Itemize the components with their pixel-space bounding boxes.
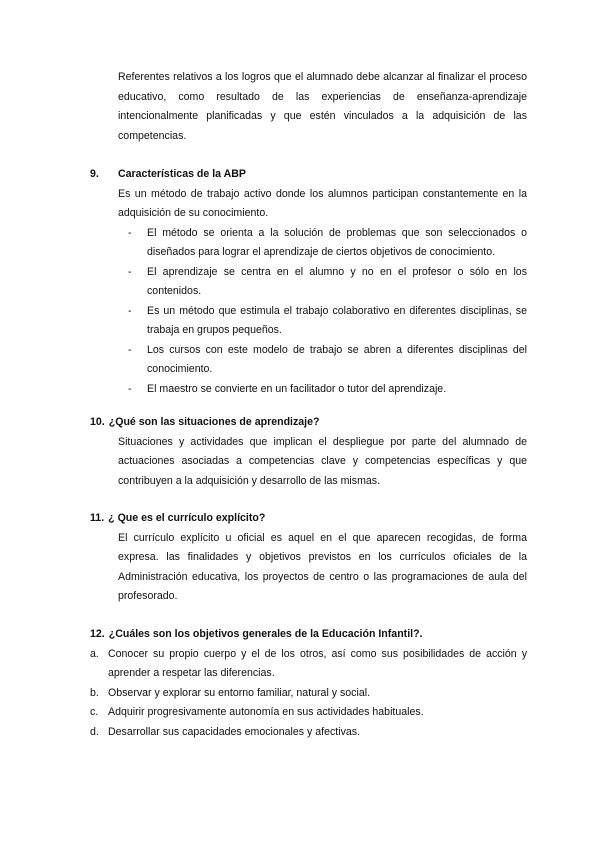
- section-9: [90, 165, 527, 399]
- list-item-text: Observar y explorar su entorno familiar, natural y social.: [108, 686, 371, 699]
- section-9-number: 9.: [90, 168, 99, 180]
- section-10-title: ¿Qué son las situaciones de aprendizaje?: [108, 416, 320, 428]
- section-11-number: 11.: [90, 512, 105, 524]
- section-9-heading: [90, 165, 527, 185]
- section-12-heading: [90, 625, 527, 645]
- section-9-paragraph: Es un método de trabajo activo donde los alumnos participan constantemente en la adquisición de su conocimiento.: [118, 187, 527, 219]
- section-9-title: Características de la ABP: [118, 168, 246, 180]
- section-10-paragraph: Situaciones y actividades que implican el despliegue por parte del alumnado de actuaciones asociadas a competencias clave y competencias específicas y que contribuyen a la adquisición y desarrollo de las mismas.: [118, 435, 527, 487]
- intro-section: [90, 68, 527, 146]
- section-11-title: ¿ Que es el currículo explícito?: [108, 512, 266, 524]
- list-item-marker: c.: [90, 706, 99, 718]
- list-item: - El aprendizaje se centra en el alumno y no en el profesor o sólo en los contenidos.: [128, 263, 527, 302]
- section-12: [90, 625, 527, 742]
- list-item: [90, 703, 527, 723]
- list-item-marker: b.: [90, 686, 99, 699]
- section-10: [90, 413, 527, 491]
- list-item: - El maestro se convierte en un facilitador o tutor del aprendizaje.: [128, 380, 527, 400]
- section-11-paragraph: El currículo explícito u oficial es aquel en el que aparecen recogidas, de forma expresa. las finalidades y objetivos previstos en los currículos oficiales de la Administración educativa, los proyectos de centro o las programaciones de aula del profesorado.: [118, 531, 527, 602]
- section-12-number: 12.: [90, 628, 105, 640]
- list-item: [90, 723, 527, 743]
- section-10-number: 10.: [90, 416, 105, 428]
- list-item-marker: d.: [90, 725, 99, 738]
- section-12-title: ¿Cuáles son los objetivos generales de la Educación Infantil?.: [108, 628, 423, 640]
- list-item-text: Adquirir progresivamente autonomía en sus actividades habituales.: [108, 706, 424, 718]
- intro-paragraph: Referentes relativos a los logros que el alumnado debe alcanzar al finalizar el proceso educativo, como resultado de las experiencias de enseñanza-aprendizaje intencionalmente planificadas y que estén vinculados a la adquisición de las competencias.: [118, 71, 527, 142]
- section-11-heading: [90, 509, 527, 529]
- list-item: [90, 684, 527, 704]
- list-item: - Es un método que estimula el trabajo colaborativo en diferentes disciplinas, se trabaja en grupos pequeños.: [128, 302, 527, 341]
- list-item: - El método se orienta a la solución de problemas que son seleccionados o diseñados para lograr el aprendizaje de ciertos objetivos de conocimiento.: [128, 224, 527, 263]
- list-item-text: Conocer su propio cuerpo y el de los otros, así como sus posibilidades de acción y aprender a respetar las diferencias.: [108, 647, 527, 679]
- section-12-objectives-list: [90, 645, 527, 743]
- list-item-marker: a.: [90, 647, 99, 660]
- list-item-text: Desarrollar sus capacidades emocionales y afectivas.: [108, 725, 361, 738]
- list-item: - Los cursos con este modelo de trabajo se abren a diferentes disciplinas del conocimiento.: [128, 341, 527, 380]
- list-item: [90, 645, 527, 684]
- section-11: [90, 509, 527, 607]
- section-10-heading: [90, 413, 527, 433]
- section-9-bullet-list: [90, 224, 527, 400]
